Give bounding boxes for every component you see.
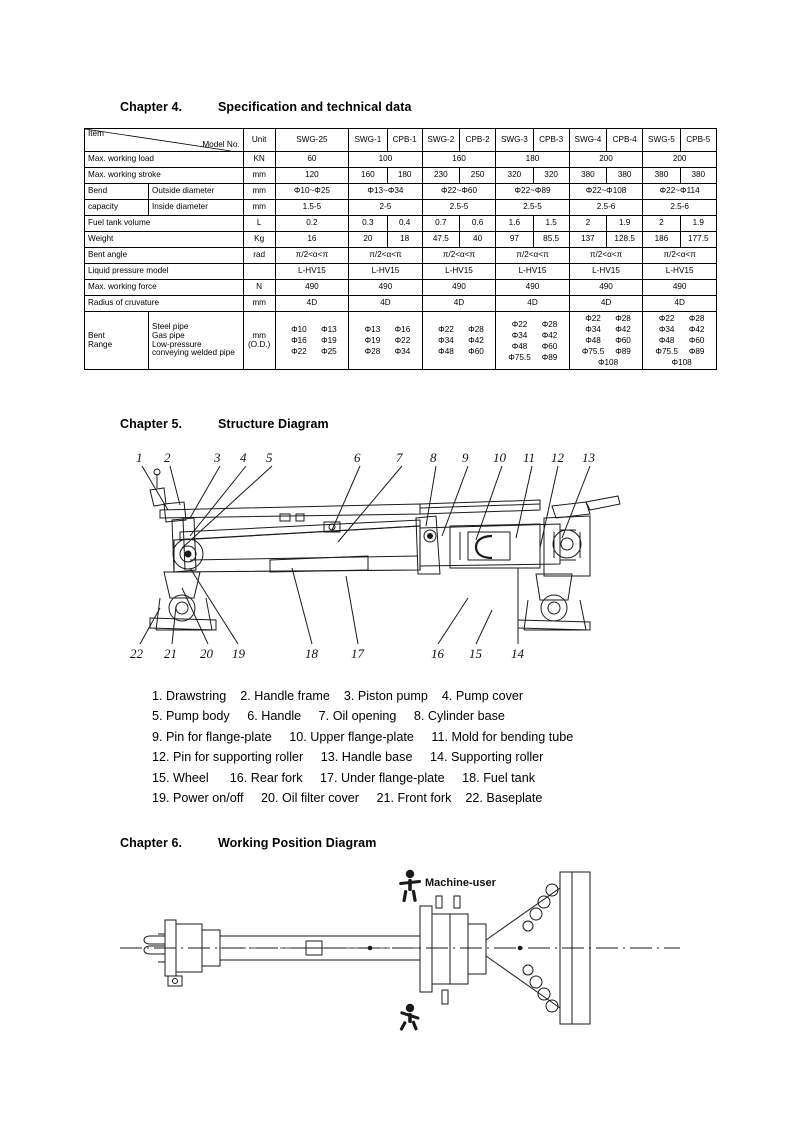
part-number: 2.	[240, 689, 251, 703]
val: Φ28	[541, 319, 558, 329]
table-row	[85, 264, 717, 280]
part-number: 18.	[462, 770, 480, 785]
cell: 320	[533, 168, 569, 184]
callout-12: 12	[551, 450, 564, 465]
part-label: Handle frame	[254, 689, 330, 703]
part-label: Rear fork	[250, 770, 303, 785]
part-label: Baseplate	[486, 790, 543, 805]
cell: 120	[275, 168, 349, 184]
parts-line-4	[152, 747, 712, 767]
cell: 186	[643, 232, 680, 248]
part-label: Piston pump	[357, 689, 428, 703]
machine-user-label: Machine-user	[425, 877, 496, 889]
row-unit: KN	[243, 152, 275, 168]
cell: 97	[496, 232, 533, 248]
part-number: 14.	[429, 750, 448, 765]
part-label: Pump body	[166, 709, 230, 724]
val: Φ42	[688, 325, 705, 335]
part-number: 13.	[320, 750, 339, 765]
cell: 2.5-6	[643, 200, 717, 216]
cell: 4D	[569, 296, 643, 312]
part-number: 6.	[247, 709, 258, 724]
val: Φ28	[615, 314, 631, 323]
cell: Φ22~Φ114	[643, 184, 717, 200]
row-label-max-working-stroke: Max. working stroke	[85, 168, 244, 184]
row-label-max-working-force: Max. working force	[85, 280, 244, 296]
cell: 0.4	[387, 216, 422, 232]
chapter-6-title: Working Position Diagram	[218, 836, 377, 850]
part-number: 1.	[152, 689, 163, 703]
row-sublabel-outside-diameter: Outside diameter	[148, 184, 243, 200]
row-unit: mm	[243, 200, 275, 216]
cell: Φ22~Φ108	[569, 184, 643, 200]
chapter-5-heading	[120, 417, 329, 431]
callout-17: 17	[351, 646, 364, 661]
cell: 4D	[643, 296, 717, 312]
cell: 490	[643, 280, 717, 296]
val: Φ19	[321, 336, 337, 346]
cell: L-HV15	[496, 264, 570, 280]
cell: 2	[569, 216, 606, 232]
chapter-4-heading	[120, 100, 412, 114]
table-row-bent-range	[85, 312, 717, 370]
cell: 4D	[496, 296, 570, 312]
parts-line-2	[152, 706, 712, 726]
part-number: 12.	[152, 750, 170, 765]
cell: 160	[349, 168, 387, 184]
val: Φ34	[511, 330, 528, 340]
callout-8: 8	[430, 450, 437, 465]
part-number: 5.	[152, 709, 163, 724]
bent-range-unit-line1: mm	[252, 331, 266, 341]
part-number: 11.	[431, 729, 448, 744]
bent-range-group-0	[275, 312, 349, 370]
specification-table	[84, 128, 717, 370]
model-header-2: CPB-1	[387, 129, 422, 152]
val: Φ22	[394, 336, 411, 346]
parts-line-3	[152, 727, 712, 747]
cell: 490	[349, 280, 423, 296]
part-label: Under flange-plate	[341, 770, 445, 785]
bent-range-label-line2: Range	[88, 339, 113, 349]
bent-range-unit	[243, 312, 275, 370]
row-unit	[243, 264, 275, 280]
table-header-row	[85, 129, 717, 152]
table-row	[85, 152, 717, 168]
parts-list	[152, 686, 712, 808]
row-unit: rad	[243, 248, 275, 264]
cell: 0.3	[349, 216, 387, 232]
cell: 160	[422, 152, 496, 168]
cell: 380	[607, 168, 643, 184]
part-number: 9.	[152, 729, 163, 744]
val: Φ48	[658, 336, 675, 346]
corner-item-label: Item	[88, 129, 104, 138]
val: Φ60	[688, 336, 705, 346]
val: Φ60	[468, 347, 484, 357]
val: Φ75.5	[508, 352, 531, 362]
part-number: 10.	[289, 729, 307, 744]
val: Φ22	[658, 314, 675, 323]
row-label-weight: Weight	[85, 232, 244, 248]
bent-range-group-5	[643, 312, 717, 370]
part-number: 7.	[318, 709, 330, 724]
callout-7: 7	[396, 450, 403, 465]
cell: π/2<α<π	[349, 248, 423, 264]
part-number: 21.	[376, 790, 395, 805]
callout-18: 18	[305, 646, 318, 661]
cell: Φ22~Φ89	[496, 184, 570, 200]
part-label: Oil opening	[332, 709, 397, 724]
val: Φ89	[688, 347, 705, 357]
cell: 4D	[422, 296, 496, 312]
val: Φ60	[615, 336, 631, 346]
row-label-bent-angle: Bent angle	[85, 248, 244, 264]
bent-range-group-3	[496, 312, 570, 370]
bent-range-group-4	[569, 312, 643, 370]
part-label: Handle base	[341, 750, 413, 765]
part-number: 15.	[152, 770, 170, 785]
callout-4: 4	[240, 450, 247, 465]
callout-9: 9	[462, 450, 469, 465]
specification-table-wrapper	[84, 128, 717, 370]
cell: 320	[496, 168, 533, 184]
callout-10: 10	[493, 450, 506, 465]
cell: 200	[643, 152, 717, 168]
val: Φ34	[658, 325, 675, 335]
cell: π/2<α<π	[569, 248, 643, 264]
chapter-4-title: Specification and technical data	[218, 100, 412, 114]
table-row	[85, 248, 717, 264]
part-label: Front fork	[397, 790, 452, 805]
callout-22: 22	[130, 646, 143, 661]
cell: L-HV15	[275, 264, 349, 280]
bent-range-group-1	[349, 312, 423, 370]
val: Φ28	[688, 314, 705, 323]
callout-5: 5	[266, 450, 273, 465]
val: Φ19	[364, 336, 381, 346]
table-row	[85, 232, 717, 248]
val: Φ16	[291, 336, 307, 346]
model-header-10: CPB-5	[680, 129, 716, 152]
cell: 1.5-5	[275, 200, 349, 216]
bent-range-label	[85, 312, 149, 370]
model-header-0: SWG-25	[275, 129, 349, 152]
val: Φ25	[321, 347, 337, 357]
table-row	[85, 280, 717, 296]
part-label: Pin for supporting roller	[173, 750, 304, 765]
val: Φ34	[585, 325, 601, 335]
cell: 180	[387, 168, 422, 184]
cell: π/2<α<π	[496, 248, 570, 264]
val: Φ42	[615, 325, 631, 335]
part-number: 20.	[261, 790, 279, 805]
val: Φ13	[364, 325, 381, 335]
cell: 1.6	[496, 216, 533, 232]
val: Φ48	[511, 341, 528, 351]
cell: 1.5	[533, 216, 569, 232]
row-unit: mm	[243, 184, 275, 200]
model-header-9: SWG-5	[643, 129, 680, 152]
row-unit: N	[243, 280, 275, 296]
cell: 230	[422, 168, 459, 184]
part-number: 4.	[441, 689, 453, 703]
row-unit: Kg	[243, 232, 275, 248]
cell: 4D	[275, 296, 349, 312]
cell: 4D	[349, 296, 423, 312]
cell: π/2<α<π	[275, 248, 349, 264]
val: Φ89	[615, 347, 631, 357]
val: Φ22	[291, 347, 307, 357]
model-header-8: CPB-4	[607, 129, 643, 152]
part-label: Pump cover	[455, 689, 524, 703]
part-number: 19.	[152, 790, 170, 805]
row-unit: mm	[243, 168, 275, 184]
table-row	[85, 200, 717, 216]
model-header-3: SWG-2	[422, 129, 459, 152]
callout-19: 19	[232, 646, 245, 661]
bent-range-item-1: Gas pipe	[151, 331, 185, 341]
cell: 380	[680, 168, 716, 184]
row-label-fuel-tank-volume: Fuel tank volume	[85, 216, 244, 232]
cell: 85.5	[533, 232, 569, 248]
chapter-6-heading	[120, 836, 376, 850]
val: Φ10	[291, 325, 307, 335]
val: Φ22	[438, 325, 454, 335]
cell: 180	[496, 152, 570, 168]
val: Φ42	[541, 330, 558, 340]
cell: 0.2	[275, 216, 349, 232]
cell: 2.5-5	[422, 200, 496, 216]
part-label: Fuel tank	[483, 770, 535, 785]
val: Φ60	[541, 341, 558, 351]
row-sublabel-inside-diameter: Inside diameter	[148, 200, 243, 216]
cell: 2-5	[349, 200, 423, 216]
part-number: 8.	[413, 709, 425, 724]
model-header-1: SWG-1	[349, 129, 387, 152]
cell: 2	[643, 216, 680, 232]
model-header-5: SWG-3	[496, 129, 533, 152]
cell: 200	[569, 152, 643, 168]
cell: 0.6	[459, 216, 495, 232]
part-label: Oil filter cover	[282, 790, 359, 805]
part-number: 3.	[343, 689, 355, 703]
part-label: Handle	[261, 709, 302, 724]
cell: π/2<α<π	[643, 248, 717, 264]
callout-2: 2	[164, 450, 171, 465]
bent-range-unit-line2: (O.D.)	[247, 339, 271, 349]
callout-21: 21	[164, 646, 177, 661]
val: Φ16	[394, 325, 411, 335]
bent-range-item-2: Low-pressure	[151, 339, 202, 349]
table-row	[85, 296, 717, 312]
cell: L-HV15	[569, 264, 643, 280]
callout-11: 11	[523, 450, 536, 465]
val: Φ75.5	[655, 347, 678, 357]
row-label-max-working-load: Max. working load	[85, 152, 244, 168]
callout-1: 1	[136, 450, 143, 465]
val: Φ28	[364, 347, 381, 357]
table-row	[85, 184, 717, 200]
model-header-7: SWG-4	[569, 129, 606, 152]
val: Φ34	[394, 347, 411, 357]
cell: Φ13~Φ34	[349, 184, 423, 200]
cell: 250	[459, 168, 495, 184]
structure-diagram	[120, 448, 680, 673]
cell: L-HV15	[422, 264, 496, 280]
bent-range-label-line1: Bent	[88, 331, 105, 341]
part-label: Supporting roller	[450, 750, 544, 765]
parts-line-5	[152, 768, 712, 788]
cell: 1.9	[680, 216, 716, 232]
val: Φ22	[585, 314, 601, 323]
val: Φ28	[468, 325, 484, 335]
cell: 47.5	[422, 232, 459, 248]
row-label-liquid-pressure-model: Liquid pressure model	[85, 264, 244, 280]
val: Φ108	[597, 358, 619, 368]
val: Φ48	[438, 347, 454, 357]
part-label: Power on/off	[173, 790, 244, 805]
cell: 380	[569, 168, 606, 184]
cell: 490	[422, 280, 496, 296]
cell: 128.5	[607, 232, 643, 248]
cell: 2.5-6	[569, 200, 643, 216]
callout-15: 15	[469, 646, 482, 661]
cell: 137	[569, 232, 606, 248]
cell: 18	[387, 232, 422, 248]
corner-cell	[85, 129, 244, 152]
val: Φ34	[438, 336, 454, 346]
row-unit: mm	[243, 296, 275, 312]
cell: 40	[459, 232, 495, 248]
cell: 1.9	[607, 216, 643, 232]
corner-model-label: Model No.	[202, 140, 240, 150]
cell: L-HV15	[643, 264, 717, 280]
row-unit: L	[243, 216, 275, 232]
table-row	[85, 168, 717, 184]
part-label: Mold for bending tube	[451, 729, 574, 744]
part-label: Upper flange-plate	[310, 729, 414, 744]
model-header-4: CPB-2	[459, 129, 495, 152]
cell: Φ10~Φ25	[275, 184, 349, 200]
chapter-5-title: Structure Diagram	[218, 417, 329, 431]
callout-6: 6	[354, 450, 361, 465]
chapter-6-number: Chapter 6.	[120, 836, 183, 850]
cell: 490	[275, 280, 349, 296]
part-number: 22.	[465, 790, 483, 805]
working-position-diagram	[120, 862, 680, 1052]
val: Φ48	[585, 336, 601, 346]
part-label: Cylinder base	[427, 709, 505, 724]
callout-14: 14	[511, 646, 524, 661]
parts-line-6	[152, 788, 712, 808]
table-row	[85, 216, 717, 232]
row-label-radius-of-curvature: Radius of cruvature	[85, 296, 244, 312]
bent-range-item-0: Steel pipe	[151, 322, 189, 332]
part-label: Drawstring	[166, 689, 227, 703]
bent-range-items	[148, 312, 243, 370]
cell: 20	[349, 232, 387, 248]
cell: 16	[275, 232, 349, 248]
unit-header: Unit	[243, 129, 275, 152]
callout-13: 13	[582, 450, 595, 465]
bent-range-item-3: conveying welded pipe	[151, 348, 235, 358]
row-label-bend: Bend	[85, 184, 149, 200]
cell: 0.7	[422, 216, 459, 232]
cell: 100	[349, 152, 423, 168]
cell: π/2<α<π	[422, 248, 496, 264]
part-number: 17.	[320, 770, 338, 785]
parts-line-1	[152, 686, 712, 706]
cell: 2.5-5	[496, 200, 570, 216]
chapter-5-number: Chapter 5.	[120, 417, 183, 431]
model-header-6: CPB-3	[533, 129, 569, 152]
callout-3: 3	[214, 450, 221, 465]
row-label-capacity: capacity	[85, 200, 149, 216]
val: Φ75.5	[581, 347, 605, 357]
callout-20: 20	[200, 646, 213, 661]
part-label: Wheel	[173, 770, 209, 785]
val: Φ89	[541, 352, 558, 362]
chapter-4-number: Chapter 4.	[120, 100, 183, 114]
cell: 380	[643, 168, 680, 184]
cell: L-HV15	[349, 264, 423, 280]
cell: 490	[569, 280, 643, 296]
cell: 490	[496, 280, 570, 296]
val: Φ42	[468, 336, 484, 346]
operator-figure-bottom	[399, 1004, 419, 1031]
cell: 60	[275, 152, 349, 168]
val: Φ13	[321, 325, 337, 335]
cell: 177.5	[680, 232, 716, 248]
part-label: Pin for flange-plate	[166, 729, 272, 744]
part-number: 16.	[229, 770, 248, 785]
operator-figure-top	[399, 870, 421, 902]
val: Φ22	[511, 319, 528, 329]
callout-16: 16	[431, 646, 444, 661]
cell: Φ22~Φ60	[422, 184, 496, 200]
val: Φ108	[671, 358, 692, 368]
bent-range-group-2	[422, 312, 496, 370]
